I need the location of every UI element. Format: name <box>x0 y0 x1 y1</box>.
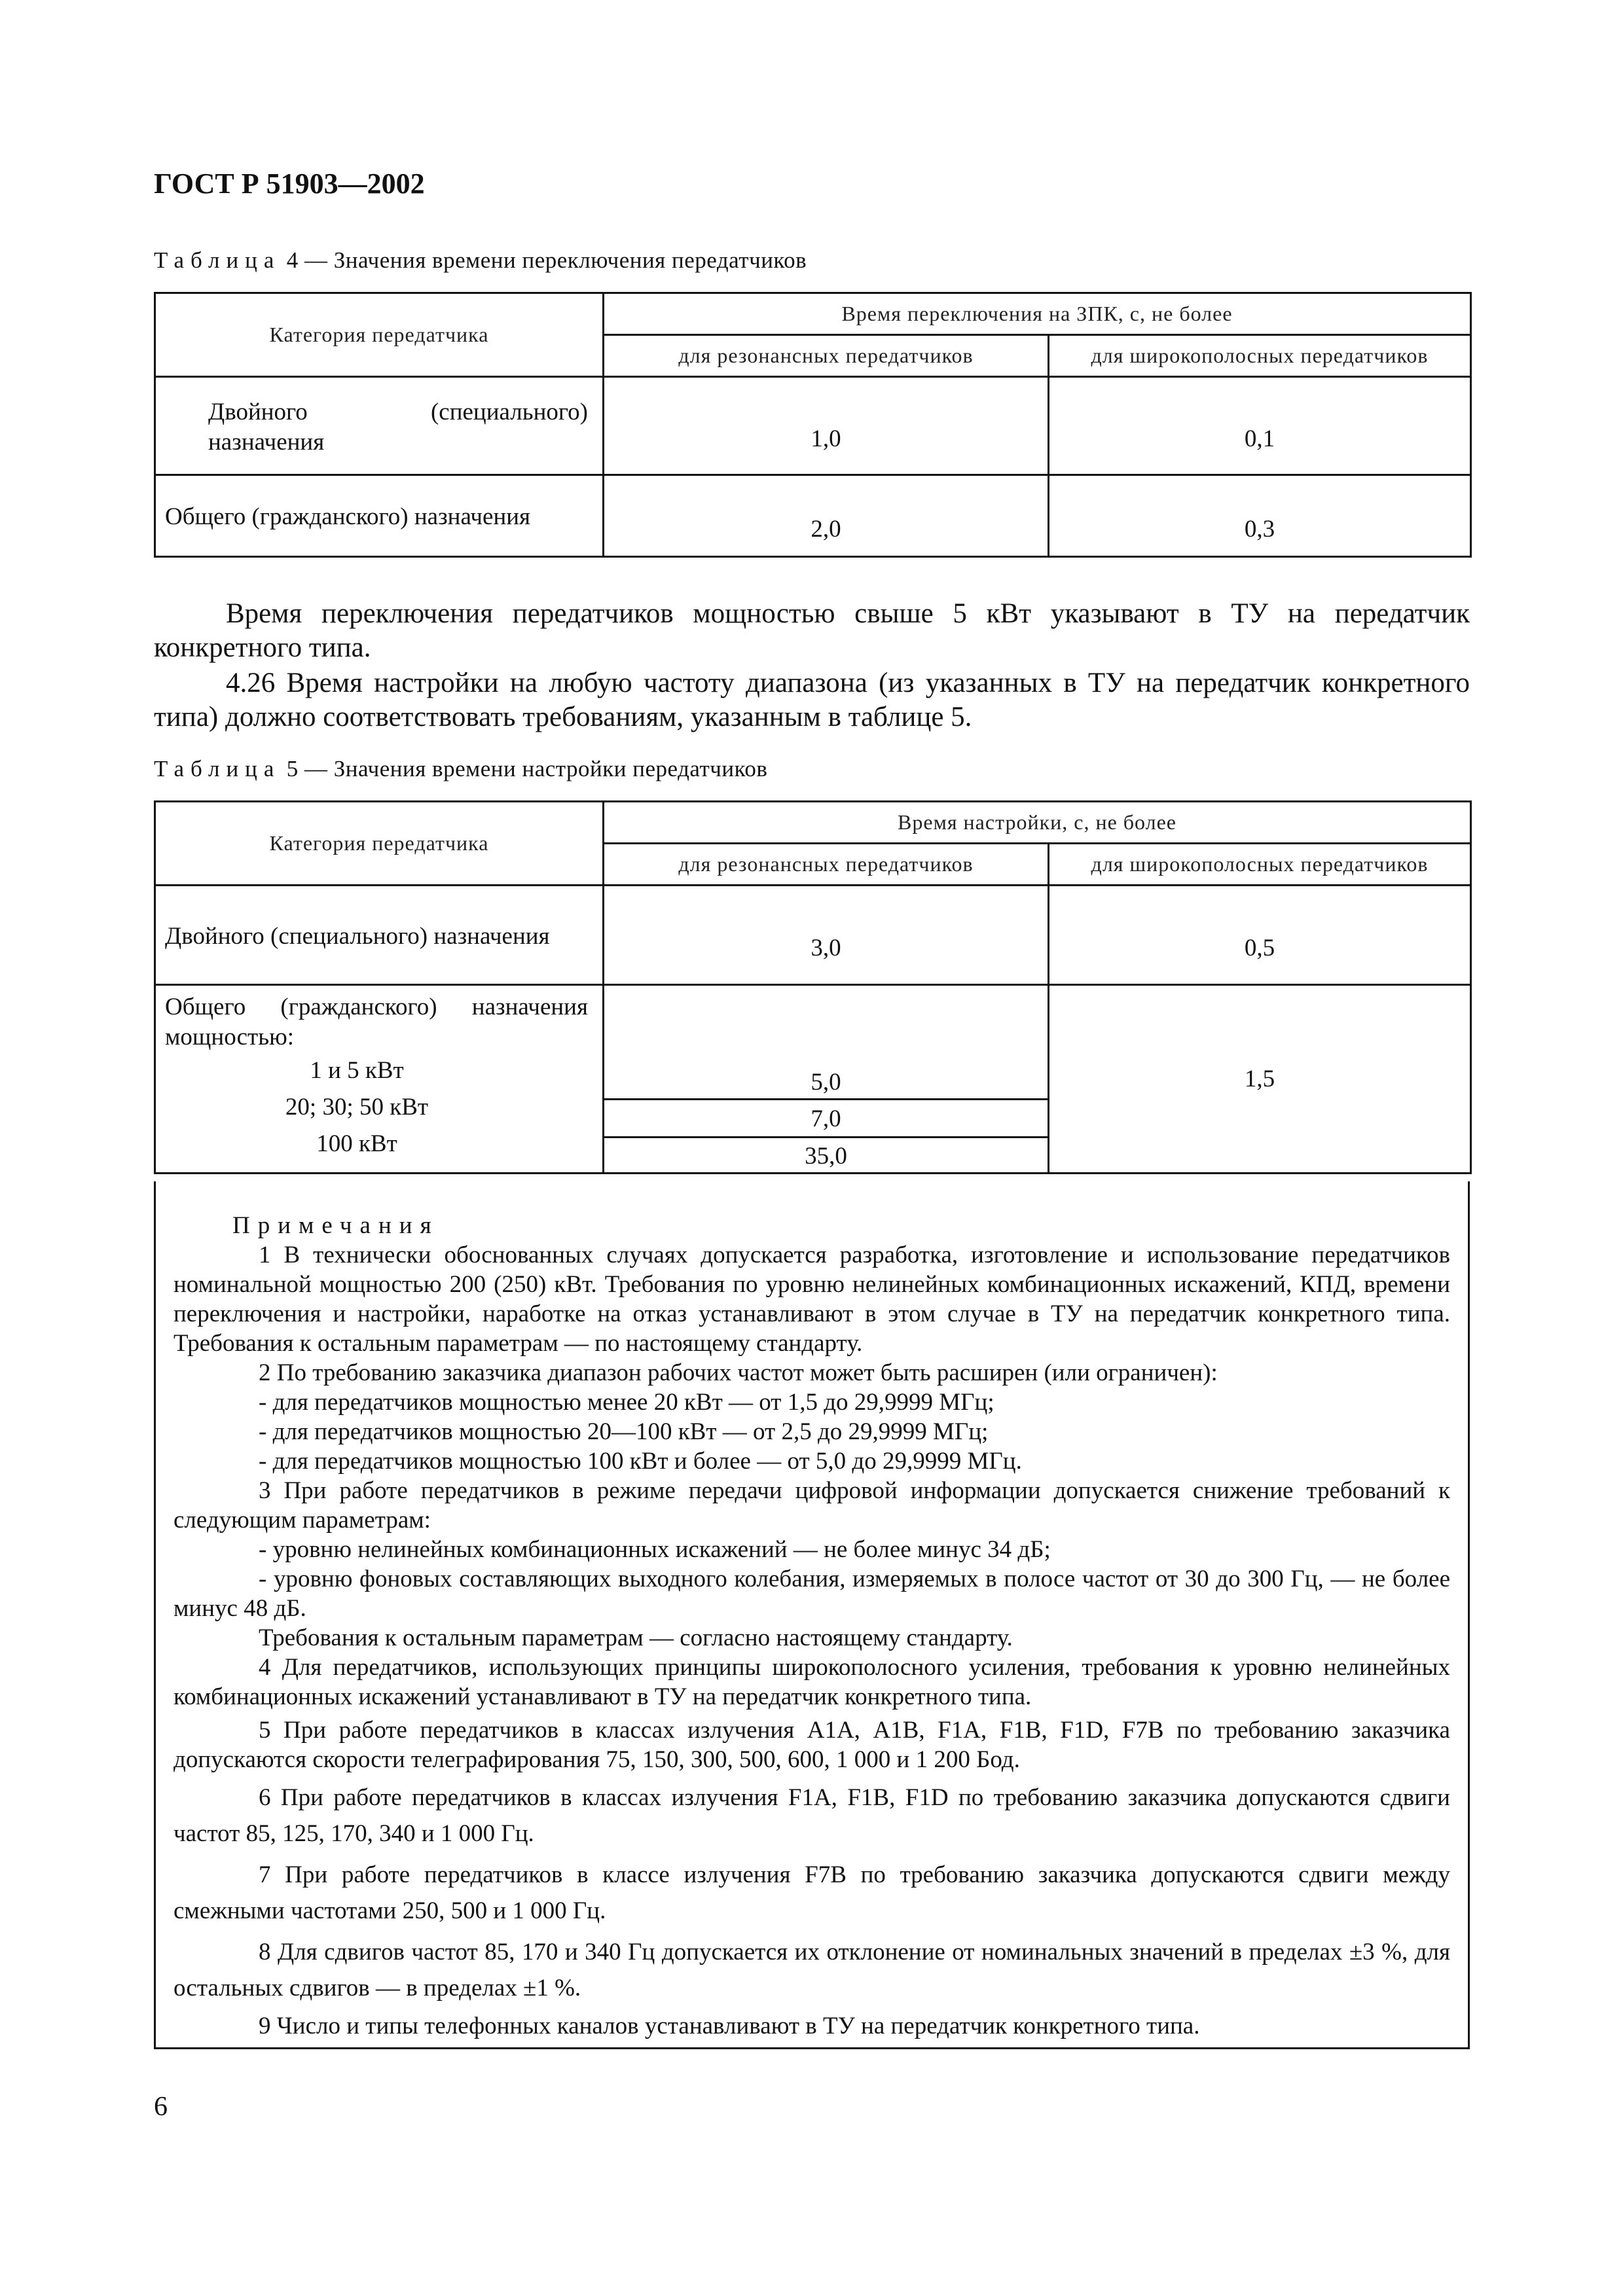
table5-row1-resonant: 3,0 <box>604 886 1049 985</box>
table4 <box>154 292 1472 558</box>
note-2: 2 По требованию заказчика диапазон рабочих частот может быть расширен (или ограничен): <box>259 1359 1218 1386</box>
table4-caption-text: 4 — Значения времени переключения передатчиков <box>280 247 807 273</box>
note-2b: - для передатчиков мощностью 20—100 кВт — от 2,5 до 29,9999 МГц; <box>259 1418 989 1445</box>
paragraph-4-26-text: 4.26 Время настройки на любую частоту диапазона (из указанных в ТУ на передатчик конкретного типа) должно соответствовать требованиям, указанным в таблице 5. <box>154 668 1470 732</box>
table4-row1-wideband: 0,1 <box>1049 377 1471 475</box>
page-number: 6 <box>154 2092 168 2122</box>
note-1: 1 В технически обоснованных случаях допускается разработка, изготовление и использование передатчиков номинальной мощностью 200 (250) кВт. Требования по уровню нелинейных комбинационных искажений, КПД, времени переключения и настройки, наработке на отказ устанавливают в этом случае в ТУ на передатчик конкретного типа. Требования к остальным параметрам — по настоящему стандарту. <box>173 1242 1450 1357</box>
table4-header-group: Время переключения на ЗПК, с, не более <box>604 293 1471 335</box>
note-2a: - для передатчиков мощностью менее 20 кВт — от 1,5 до 29,9999 МГц; <box>259 1389 994 1416</box>
note-3b: - уровню фоновых составляющих выходного колебания, измеряемых в полосе частот от 30 до 300 Гц, — не более минус 48 дБ. <box>173 1566 1450 1622</box>
table5-row2-resonant-1: 5,0 <box>604 1064 1048 1100</box>
table5-row1-category: Двойного (специального) назначения <box>155 886 604 985</box>
table5-row2-wideband: 1,5 <box>1049 985 1471 1174</box>
paragraph-4-26 <box>154 666 1470 734</box>
table4-row1-resonant: 1,0 <box>604 377 1049 475</box>
table5 <box>154 800 1472 1174</box>
table4-caption-word: Таблица <box>154 247 281 273</box>
note-3: 3 При работе передатчиков в режиме передачи цифровой информации допускается снижение требований к следующим параметрам: <box>173 1477 1450 1534</box>
table-row <box>155 886 1471 985</box>
table4-header-wideband: для широкополосных передатчиков <box>1049 335 1471 377</box>
note-5: 5 При работе передатчиков в классах излучения А1А, А1В, F1A, F1B, F1D, F7B по требованию заказчика допускаются скорости телеграфирования 75, 150, 300, 500, 600, 1 000 и 1 200 Бод. <box>173 1717 1450 1773</box>
table5-header-resonant: для резонансных передатчиков <box>604 844 1049 886</box>
table-row <box>155 377 1471 475</box>
table5-row2-category-cell <box>155 985 604 1174</box>
note-6: 6 При работе передатчиков в классах излучения F1A, F1B, F1D по требованию заказчика допускаются сдвиги частот 85, 125, 170, 340 и 1 000 Гц. <box>173 1784 1450 1847</box>
paragraph-switch-time <box>154 597 1470 665</box>
table5-row2-resonant-cell <box>604 985 1049 1174</box>
table4-row2-category: Общего (гражданского) назначения <box>155 475 604 557</box>
table5-header-group: Время настройки, с, не более <box>604 802 1471 844</box>
note-3c: Требования к остальным параметрам — согласно настоящему стандарту. <box>259 1624 1013 1651</box>
table4-row2-resonant: 2,0 <box>604 475 1049 557</box>
table4-row2-wideband: 0,3 <box>1049 475 1471 557</box>
note-4: 4 Для передатчиков, использующих принципы широкополосного усиления, требования к уровню нелинейных комбинационных искажений устанавливают в ТУ на передатчик конкретного типа. <box>173 1654 1450 1710</box>
notes-title: Примечания <box>232 1212 439 1239</box>
note-9: 9 Число и типы телефонных каналов устанавливают в ТУ на передатчик конкретного типа. <box>259 2013 1200 2039</box>
document-id-header: ГОСТ Р 51903—2002 <box>154 168 425 200</box>
paragraph-switch-time-text: Время переключения передатчиков мощностью свыше 5 кВт указывают в ТУ на передатчик конкретного типа. <box>154 598 1470 663</box>
table5-row2-category: Общего (гражданского) назначения мощностью: <box>165 994 588 1050</box>
table5-caption <box>154 756 767 782</box>
table4-caption <box>154 247 807 274</box>
table5-row2-power-2: 20; 30; 50 кВт <box>285 1094 429 1121</box>
table4-header-resonant: для резонансных передатчиков <box>604 335 1049 377</box>
table5-caption-text: 5 — Значения времени настройки передатчиков <box>280 756 768 781</box>
table-row <box>155 985 1471 1174</box>
table5-header-wideband: для широкополосных передатчиков <box>1049 844 1471 886</box>
table5-row2-resonant-3: 35,0 <box>805 1143 847 1170</box>
table5-row2-power-3: 100 кВт <box>316 1130 397 1157</box>
notes <box>173 1211 1450 2041</box>
table5-row2-resonant-2: 7,0 <box>604 1100 1048 1138</box>
table-row <box>155 475 1471 557</box>
table5-header-category: Категория передатчика <box>155 802 604 886</box>
table5-row2-power-1: 1 и 5 кВт <box>310 1057 404 1084</box>
note-2c: - для передатчиков мощностью 100 кВт и более — от 5,0 до 29,9999 МГц. <box>259 1448 1022 1475</box>
note-8: 8 Для сдвигов частот 85, 170 и 340 Гц допускается их отклонение от номинальных значений в пределах ±3 %, для остальных сдвигов — в пределах ±1 %. <box>173 1939 1450 2001</box>
table4-header-category: Категория передатчика <box>155 293 604 377</box>
table4-row1-category: Двойного (специального) назначения <box>155 377 604 475</box>
note-3a: - уровню нелинейных комбинационных искажений — не более минус 34 дБ; <box>259 1536 1051 1563</box>
note-7: 7 При работе передатчиков в классе излучения F7B по требованию заказчика допускаются сдвиги между смежными частотами 250, 500 и 1 000 Гц. <box>173 1861 1450 1924</box>
table5-row1-wideband: 0,5 <box>1049 886 1471 985</box>
table5-caption-word: Таблица <box>154 756 281 781</box>
